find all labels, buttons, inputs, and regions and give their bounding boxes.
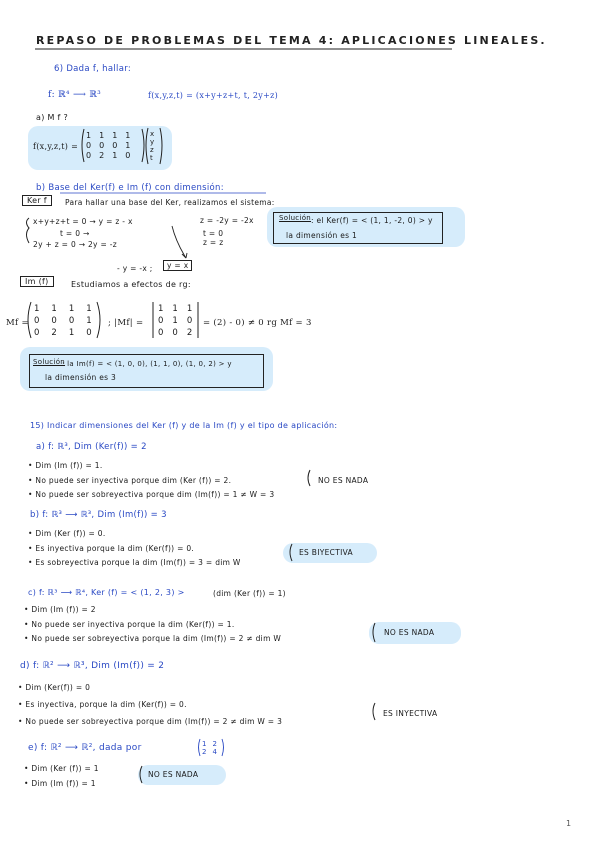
system-right-2: t = 0 — [203, 229, 224, 238]
system-line-3: 2y + z = 0 → 2y = -z — [33, 240, 117, 249]
problem6-map: f: ℝ⁴ ⟶ ℝ³ — [48, 90, 102, 100]
im-tag: Im (f) — [20, 276, 54, 287]
page-number: 1 — [566, 819, 572, 828]
p15-c-line-1: • Dim (Im (f)) = 2 — [24, 605, 96, 614]
p15-b-result: ES BIYECTIVA — [299, 548, 353, 557]
im-solution-text: : la Im(f) = < (1, 0, 0), (1, 1, 0), (1, 0, 2) > y — [62, 360, 232, 368]
p15-c-line-3: • No puede ser sobreyectiva porque la dim (Im(f)) = 2 ≠ dim W — [24, 634, 282, 643]
p15-e-result: NO ES NADA — [148, 770, 199, 779]
p15-a-line-3: • No puede ser sobreyectiva porque dim (Im(f)) = 1 ≠ W = 3 — [28, 490, 275, 499]
p15-d-label: d) f: ℝ² ⟶ ℝ³, Dim (Im(f)) = 2 — [20, 661, 165, 671]
mf-matrix: 1 1 1 1 0 0 0 1 0 2 1 0 — [34, 304, 92, 338]
coefficient-matrix: 1 1 1 1 0 0 0 1 0 2 1 0 — [86, 131, 131, 160]
p15-b-line-3: • Es sobreyectiva porque la dim (Im(f)) = 3 = dim W — [28, 558, 241, 567]
p15-e-line-1: • Dim (Ker (f)) = 1 — [24, 764, 99, 773]
ker-solution-text: : el Ker(f) = < (1, 1, -2, 0) > y — [311, 216, 433, 225]
matrix-lhs: f(x,y,z,t) = — [33, 142, 79, 151]
system-right-1: z = -2y = -2x — [200, 216, 254, 225]
p15-e-matrix: 1 2 2 4 — [202, 740, 217, 756]
problem6-rule: f(x,y,z,t) = (x+y+z+t, t, 2y+z) — [148, 91, 279, 100]
ker-tag: Ker f — [22, 195, 52, 206]
mf-label: Mf = — [6, 318, 29, 328]
im-solution-text-2: la dimensión es 3 — [45, 373, 117, 382]
ker-intro: Para hallar una base del Ker, realizamos el sistema: — [65, 198, 275, 207]
part-a-label: a) M f ? — [36, 113, 69, 122]
part-b-label: b) Base del Ker(f) e Im (f) con dimensión: — [36, 183, 224, 193]
im-intro: Estudiamos a efectos de rg: — [71, 280, 191, 289]
ker-solution-label: Solución — [279, 214, 312, 222]
p15-c-result: NO ES NADA — [384, 628, 435, 637]
p15-d-line-3: • No puede ser sobreyectiva porque dim (Im(f)) = 2 ≠ dim W = 3 — [18, 717, 283, 726]
ker-solution-text-2: la dimensión es 1 — [286, 231, 358, 240]
p15-b-label: b) f: ℝ³ ⟶ ℝ³, Dim (Im(f)) = 3 — [30, 510, 167, 520]
im-solution-label: Solución — [33, 358, 66, 366]
p15-b-line-2: • Es inyectiva porque la dim (Ker(f)) = 0. — [28, 544, 195, 553]
p15-a-label: a) f: ℝ³, Dim (Ker(f)) = 2 — [36, 442, 147, 452]
system-boxed-result: y = x — [163, 260, 192, 271]
p15-c-label-note: (dim (Ker (f)) = 1) — [213, 589, 286, 598]
minor-label: ; |Mf| = — [108, 318, 144, 328]
p15-d-result: ES INYECTIVA — [383, 709, 438, 718]
p15-d-line-2: • Es inyectiva, porque la dim (Ker(f)) = 0. — [18, 700, 187, 709]
p15-b-line-1: • Dim (Ker (f)) = 0. — [28, 529, 106, 538]
p15-a-result: NO ES NADA — [318, 476, 369, 485]
p15-a-line-1: • Dim (Im (f)) = 1. — [28, 461, 103, 470]
p15-e-line-2: • Dim (Im (f)) = 1 — [24, 779, 96, 788]
p15-c-line-2: • No puede ser inyectiva porque la dim (Ker(f)) = 1. — [24, 620, 235, 629]
system-line-2: t = 0 → — [60, 229, 90, 238]
p15-a-line-2: • No puede ser inyectiva porque dim (Ker (f)) = 2. — [28, 476, 232, 485]
p15-e-label: e) f: ℝ² ⟶ ℝ², dada por — [28, 743, 142, 753]
page-title: REPASO DE PROBLEMAS DEL TEMA 4: APLICACIONES LINEALES. — [36, 34, 547, 47]
problem15-heading: 15) Indicar dimensiones del Ker (f) y de la Im (f) y el tipo de aplicación: — [30, 421, 338, 430]
minor-result: = (2) - 0) ≠ 0 rg Mf = 3 — [203, 318, 312, 328]
p15-c-label: c) f: ℝ³ ⟶ ℝ⁴, Ker (f) = < (1, 2, 3) > — [28, 588, 185, 597]
system-line-1: x+y+z+t = 0 → y = z - x — [33, 217, 133, 226]
variable-vector: x y z t — [150, 130, 155, 162]
minor-matrix: 1 1 1 0 1 0 0 0 2 — [158, 304, 193, 338]
p15-d-line-1: • Dim (Ker(f)) = 0 — [18, 683, 91, 692]
system-bottom: - y = -x ; — [117, 264, 153, 273]
problem6-heading: 6) Dada f, hallar: — [54, 64, 132, 74]
system-right-3: z = z — [203, 238, 224, 247]
